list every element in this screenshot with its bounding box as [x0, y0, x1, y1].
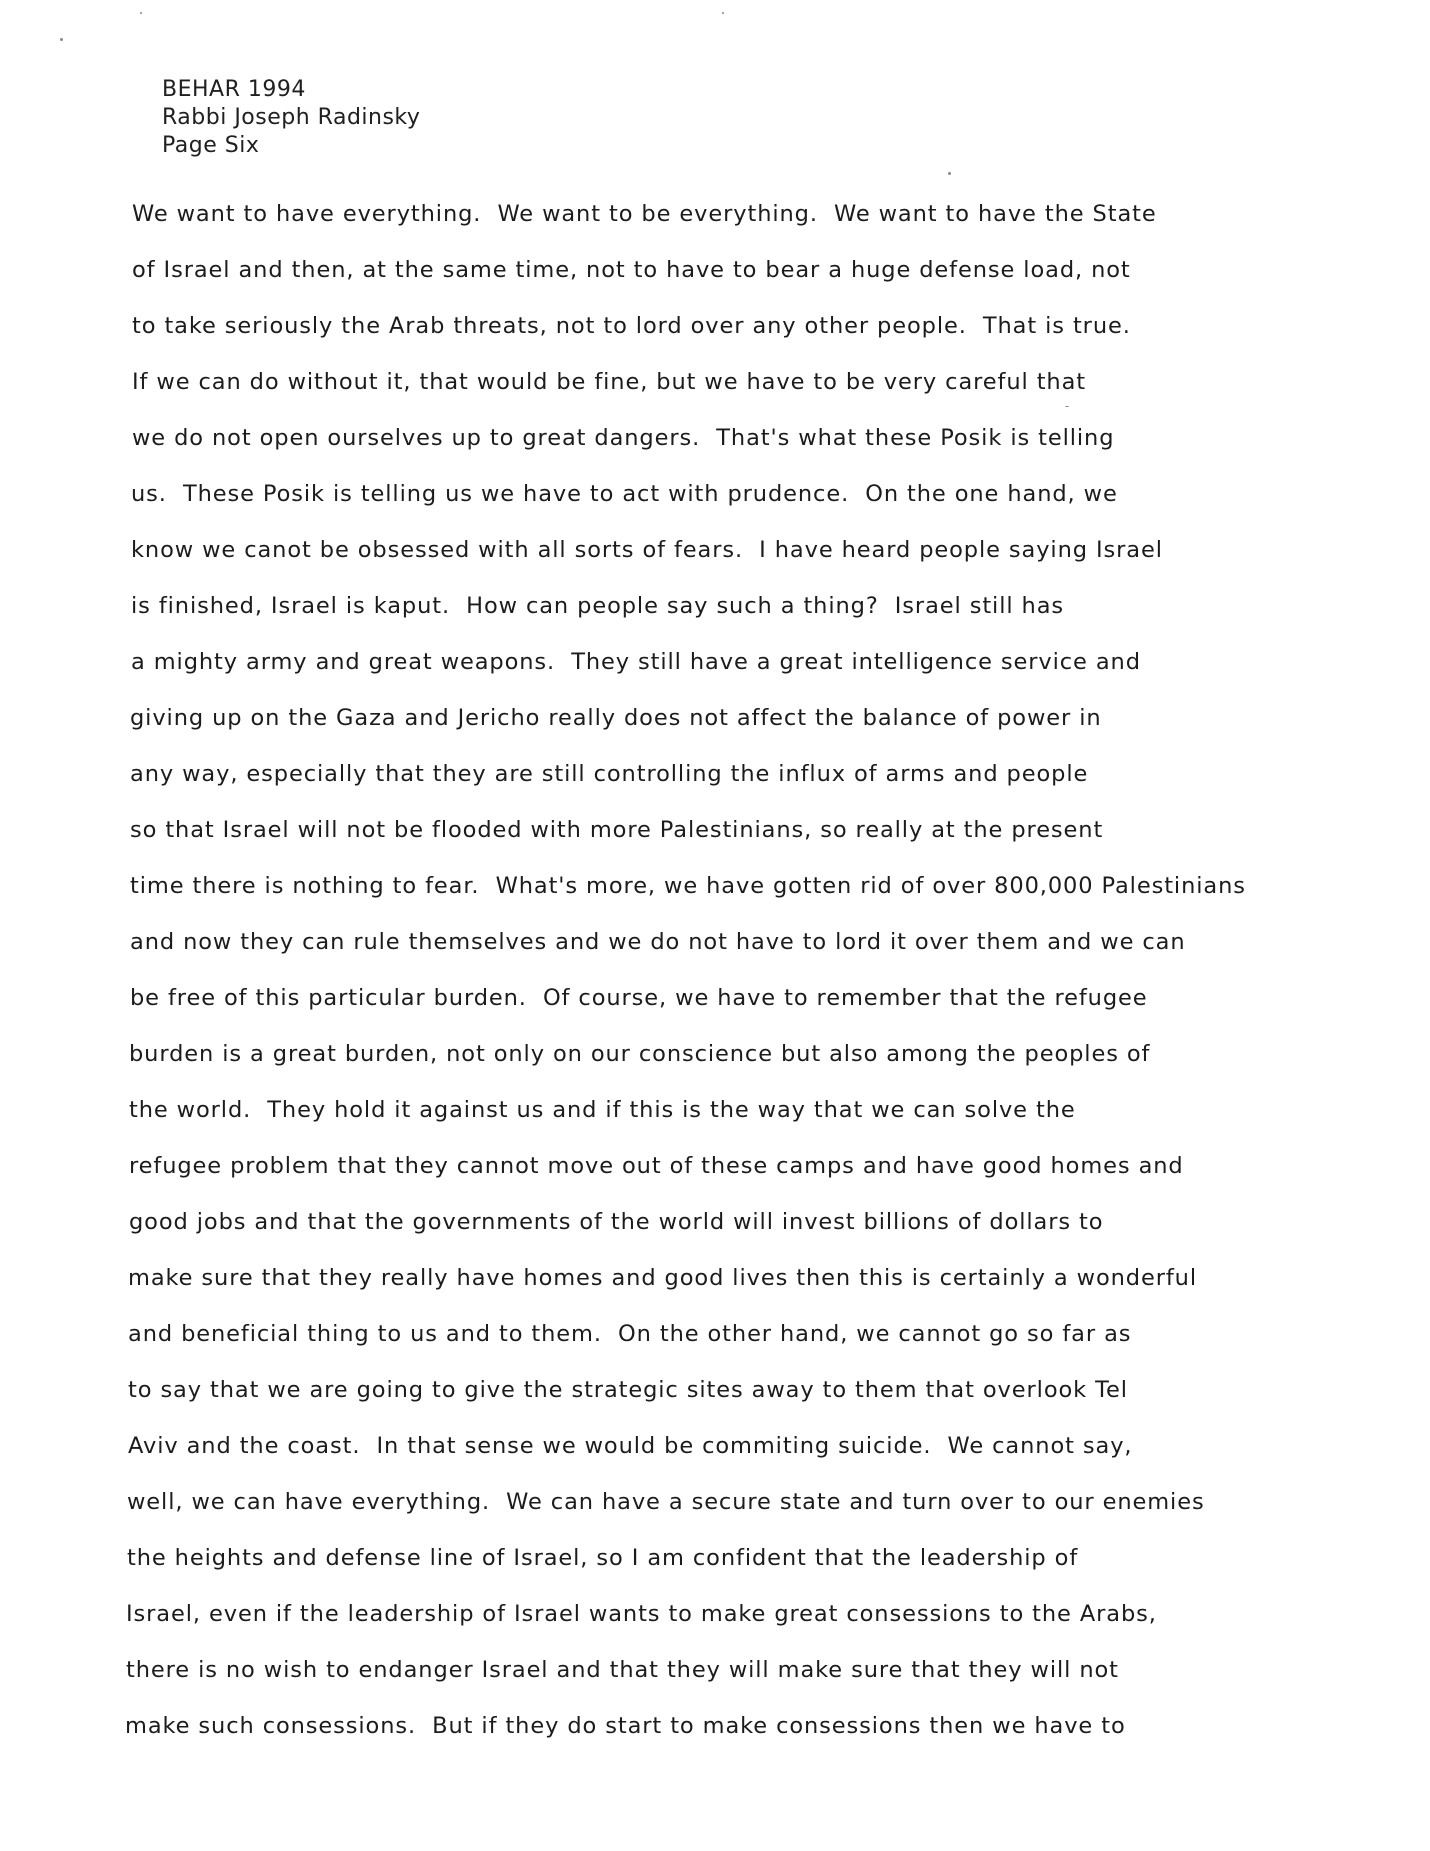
text-line: burden is a great burden, not only on our conscience but also among the peoples of: [129, 1041, 1151, 1067]
text-line: to take seriously the Arab threats, not to lord over any other people. That is true.: [132, 313, 1131, 339]
text-line: make such consessions. But if they do start to make consessions then we have to: [125, 1713, 1126, 1739]
text-line: is finished, Israel is kaput. How can people say such a thing? Israel still has: [131, 593, 1065, 619]
scan-speck: [722, 12, 724, 14]
text-line: a mighty army and great weapons. They still have a great intelligence service and: [131, 649, 1141, 675]
scan-speck: [60, 38, 63, 41]
text-line: be free of this particular burden. Of course, we have to remember that the refugee: [130, 985, 1148, 1011]
text-line: to say that we are going to give the strategic sites away to them that overlook Tel: [128, 1377, 1128, 1403]
body-text: [125, 186, 1420, 1754]
text-line: make sure that they really have homes and good lives then this is certainly a wonderful: [128, 1265, 1197, 1291]
text-line: so that Israel will not be flooded with more Palestinians, so really at the present: [130, 817, 1104, 843]
text-line: well, we can have everything. We can have a secure state and turn over to our enemies: [127, 1489, 1205, 1515]
text-line: refugee problem that they cannot move out of these camps and have good homes and: [129, 1153, 1184, 1179]
text-line: and now they can rule themselves and we do not have to lord it over them and we can: [130, 929, 1186, 955]
text-line: any way, especially that they are still controlling the influx of arms and people: [130, 761, 1089, 787]
text-line: us. These Posik is telling us we have to act with prudence. On the one hand, we: [131, 481, 1118, 507]
text-line: and beneficial thing to us and to them. On the other hand, we cannot go so far as: [128, 1321, 1132, 1347]
document-header: [162, 76, 420, 160]
text-line: If we can do without it, that would be fine, but we have to be very careful that: [132, 369, 1087, 395]
text-line: we do not open ourselves up to great dangers. That's what these Posik is telling: [132, 425, 1115, 451]
document-author: Rabbi Joseph Radinsky: [162, 105, 421, 130]
text-line: Israel, even if the leadership of Israel wants to make great consessions to the Arabs,: [126, 1601, 1157, 1627]
document-title: BEHAR 1994: [162, 77, 306, 102]
page-number: Page Six: [162, 133, 260, 158]
scan-speck: [140, 12, 142, 14]
text-line: good jobs and that the governments of the world will invest billions of dollars to: [129, 1209, 1104, 1235]
text-line: the heights and defense line of Israel, so I am confident that the leadership of: [127, 1545, 1079, 1571]
text-line: the world. They hold it against us and if this is the way that we can solve the: [129, 1097, 1076, 1123]
text-line: We want to have everything. We want to be everything. We want to have the State: [132, 201, 1157, 227]
text-line: time there is nothing to fear. What's more, we have gotten rid of over 800,000 Palestinians: [130, 873, 1246, 899]
text-line: Aviv and the coast. In that sense we would be commiting suicide. We cannot say,: [128, 1433, 1133, 1459]
text-line: giving up on the Gaza and Jericho really does not affect the balance of power in: [130, 705, 1102, 731]
text-line: of Israel and then, at the same time, not to have to bear a huge defense load, not: [132, 257, 1131, 283]
text-line: know we canot be obsessed with all sorts of fears. I have heard people saying Israel: [131, 537, 1163, 563]
scan-speck: [948, 172, 951, 175]
text-line: there is no wish to endanger Israel and that they will make sure that they will not: [126, 1657, 1119, 1683]
